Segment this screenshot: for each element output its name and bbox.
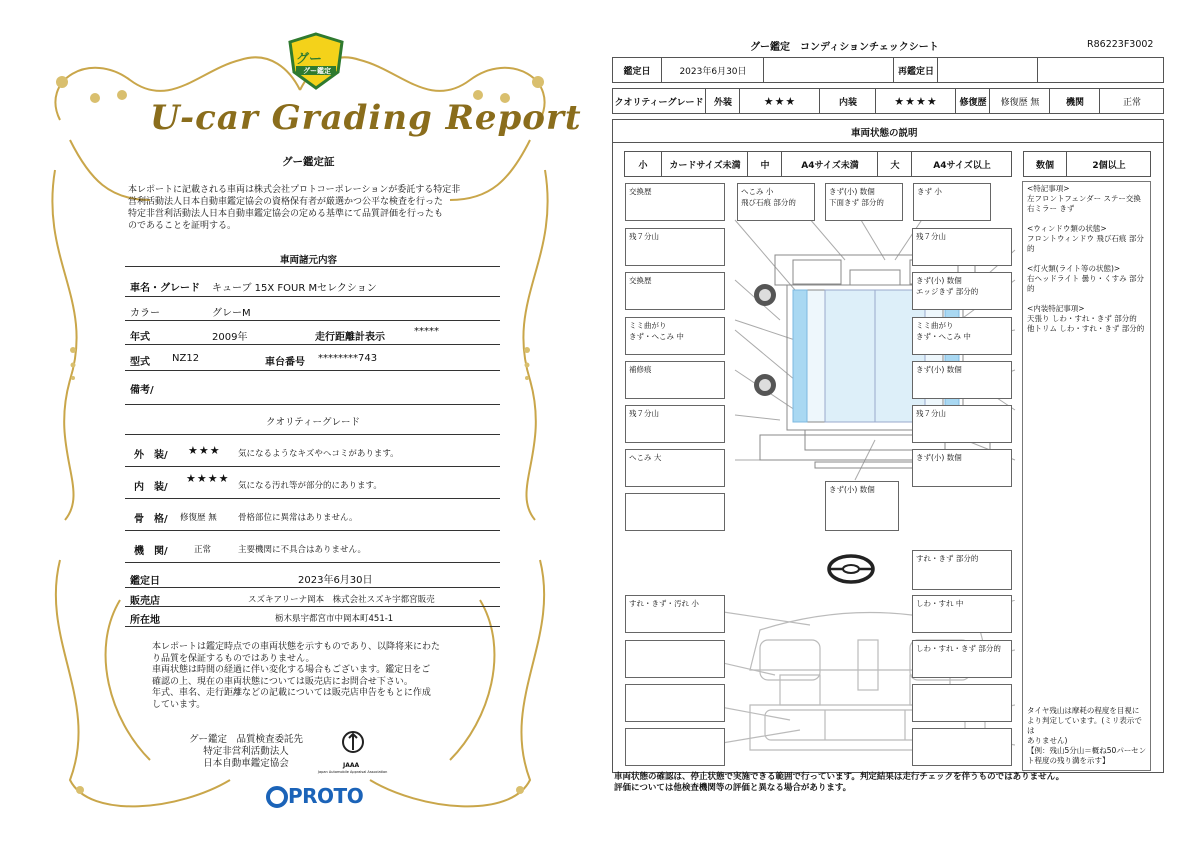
jaaa-emblem-icon — [340, 730, 366, 760]
note-text: しわ・すれ・きず 部分的 — [916, 644, 1001, 653]
note-steering: すれ・きず 部分的 — [912, 550, 1012, 590]
repair-label: 修復歴 — [955, 89, 990, 113]
divider — [125, 370, 500, 371]
divider — [125, 626, 500, 627]
special-item — [1027, 294, 1146, 304]
condition-check-sheet — [600, 0, 1200, 848]
tire-note-line: より判定しています。(ミリ表示では — [1027, 716, 1142, 735]
intro-text: 本レポートに記載される車両は株式会社プロトコーポレーションが委託する特定非 営利活動法人日本自動車鑑定協会の資格保有者が厳選かつ公平な検査を行った 特定非営利活動法人日本自動車鑑定協会の定める基準にて品質評価を行ったも のであることを証明する。 — [128, 185, 461, 231]
divider — [125, 498, 500, 499]
note-left-3 — [625, 272, 725, 310]
address-value: 栃木県宇都宮市中岡本町451-1 — [275, 614, 394, 624]
note-text: きず(小) 数個 — [829, 187, 875, 196]
note-text: きず・へこみ 中 — [629, 332, 684, 341]
address-label: 所在地 — [130, 615, 160, 626]
note-text: すれ・きず・汚れ 小 — [629, 599, 699, 608]
exterior-comment: 気になるようなキズやヘコミがあります。 — [238, 449, 399, 459]
note-right-6 — [912, 449, 1012, 487]
sheet-id: R86223F3002 — [1087, 39, 1154, 50]
engine-value: 正常 — [1099, 89, 1164, 113]
count-desc: 2個以上 — [1066, 152, 1151, 176]
special-item: 左フロントフェンダー ステー交換 — [1027, 194, 1141, 203]
date-label: 鑑定日 — [623, 66, 651, 77]
size-legend — [624, 151, 1012, 177]
special-item: <ウィンドウ類の状態> — [1027, 224, 1107, 233]
dealer-label: 販売店 — [130, 596, 160, 607]
frame-value: 修復歴 無 — [180, 513, 217, 523]
note-text: へこみ 大 — [629, 453, 662, 462]
type-value: NZ12 — [172, 353, 200, 364]
note-text: へこみ 小 — [741, 187, 774, 196]
note-text: きず(小) 数個 — [916, 276, 962, 285]
note-left-8 — [625, 493, 725, 531]
repair-value: 修復歴 無 — [989, 89, 1050, 113]
divider — [125, 587, 500, 588]
date-value: 2023年6月30日 — [661, 58, 764, 82]
divider — [125, 434, 500, 435]
frame-label: 骨 格/ — [134, 514, 168, 525]
interior-stars: ★★★★ — [875, 89, 956, 113]
note-text: 残７分山 — [916, 232, 946, 241]
condition-heading: 車両状態の説明 — [851, 128, 918, 139]
size-large-desc: A4サイズ以上 — [911, 152, 1012, 176]
exterior-stars: ★★★ — [739, 89, 820, 113]
interior-note-left-3 — [625, 684, 725, 722]
note-left-2 — [625, 228, 725, 266]
date-value: 2023年6月30日 — [298, 575, 373, 586]
disclaimer-text: 本レポートは鑑定時点での車両状態を示すものであり、以降将来にわた り品質を保証するものではありません。 車両状態は時間の経過に伴い変化する場合もございます。鑑定日をご 確認の上、現在の車両状態については販売店にお問合せ下さい。 年式、車名、走行距離などの記載については販売店申告をもとに作成 しています。 — [152, 642, 441, 710]
note-left-6 — [625, 405, 725, 443]
special-item: フロントウィンドウ 飛び石痕 部分的 — [1027, 234, 1144, 253]
proto-logo-text: PROTO — [288, 784, 364, 808]
note-left-5 — [625, 361, 725, 399]
special-item — [1027, 214, 1146, 224]
chassis-value: ********743 — [318, 353, 378, 364]
note-text: 残７分山 — [916, 409, 946, 418]
size-mid: 中 — [747, 152, 782, 176]
tire-note-line: 【例：残山5分山＝概ね50パーセン — [1027, 746, 1147, 755]
date-label: 鑑定日 — [130, 576, 160, 587]
note-text: 下面きず 部分的 — [829, 198, 884, 207]
sheet-title: グー鑑定 コンディションチェックシート — [750, 42, 939, 53]
year-label: 年式 — [130, 332, 150, 343]
note-rear: きず(小) 数個 — [825, 481, 899, 531]
interior-stars: ★★★★ — [186, 472, 230, 485]
engine-comment: 主要機関に不具合はありません。 — [238, 545, 367, 555]
divider — [125, 606, 500, 607]
note-right-3 — [912, 317, 1012, 355]
redate-label: 再鑑定日 — [893, 58, 938, 82]
special-notes-panel — [1022, 181, 1151, 771]
remarks-label: 備考/ — [130, 385, 154, 396]
report-title: U-car Grading Report — [150, 98, 582, 138]
footer-note: 車両状態の確認は、停止状態で実施できる範囲で行っています。判定結果は走行チェックを伴うものではありません。 評価については他検査機関等の評価と異なる場合があります。 — [614, 772, 1065, 793]
quality-label: クオリティーグレード — [614, 97, 704, 108]
engine-label: 機 関/ — [134, 546, 168, 557]
color-label: カラー — [130, 308, 160, 319]
blank-cell — [763, 58, 894, 82]
divider — [125, 296, 500, 297]
note-right-5 — [912, 405, 1012, 443]
special-item: <内装特記事項> — [1027, 304, 1085, 313]
special-item: 右ヘッドライト 曇り・くすみ 部分的 — [1027, 274, 1145, 293]
steering-wheel-icon — [827, 553, 875, 585]
exterior-label: 外 装/ — [134, 450, 168, 461]
size-mid-desc: A4サイズ未満 — [781, 152, 878, 176]
logo-text: グー鑑定 — [303, 67, 331, 75]
interior-note-left-2 — [625, 640, 725, 678]
chassis-label: 車台番号 — [265, 357, 305, 368]
date-row — [612, 57, 1164, 83]
divider — [125, 562, 500, 563]
year-value: 2009年 — [212, 332, 248, 343]
jaaa-subtext: Japan Automobile Appraisal Association — [318, 770, 388, 774]
interior-note-left-4 — [625, 728, 725, 766]
divider — [125, 320, 500, 321]
note-text: 補修痕 — [629, 365, 652, 374]
divider — [612, 142, 1164, 143]
divider — [125, 266, 500, 267]
engine-label: 機関 — [1049, 89, 1100, 113]
certificate-heading: グー鑑定証 — [282, 156, 335, 168]
note-top-2 — [825, 183, 903, 221]
note-text: きず(小) 数個 — [916, 453, 962, 462]
interior-note-right-4 — [912, 728, 1012, 766]
tire-note — [1027, 706, 1149, 766]
quality-heading: クオリティーグレード — [266, 417, 361, 428]
note-text: きず 小 — [917, 187, 942, 196]
interior-comment: 気になる汚れ等が部分的にあります。 — [238, 481, 382, 491]
model-label: 車名・グレード — [130, 283, 200, 294]
type-label: 型式 — [130, 357, 150, 368]
dealer-value: スズキアリーナ岡本 株式会社スズキ宇都宮販売 — [248, 595, 435, 605]
mileage-value: ***** — [414, 326, 439, 337]
frame-comment: 骨格部位に異常はありません。 — [238, 513, 358, 523]
note-text: ミミ曲がり — [916, 321, 954, 330]
count-legend — [1023, 151, 1151, 177]
size-large: 大 — [877, 152, 912, 176]
association-text: グー鑑定 品質検査委託先 特定非営利活動法人 日本自動車鑑定協会 — [188, 734, 303, 769]
size-small: 小 — [638, 160, 648, 171]
note-text: きず・へこみ 中 — [916, 332, 971, 341]
special-item — [1027, 254, 1146, 264]
specs-heading: 車両諸元内容 — [280, 255, 338, 266]
divider — [125, 466, 500, 467]
goo-logo-mark: グー — [296, 52, 323, 67]
color-value: グレーM — [212, 308, 251, 319]
mileage-label: 走行距離計表示 — [315, 332, 385, 343]
tire-note-line: タイヤ残山は摩耗の程度を目視に — [1027, 706, 1140, 715]
interior-note-right-3 — [912, 684, 1012, 722]
divider — [125, 404, 500, 405]
special-item: 右ミラー きず — [1027, 204, 1075, 213]
note-left-1 — [625, 183, 725, 221]
exterior-label: 外装 — [705, 89, 740, 113]
interior-label: 内装 — [819, 89, 876, 113]
special-item: 天張り しわ・すれ・きず 部分的 — [1027, 314, 1137, 323]
note-top-3 — [913, 183, 991, 221]
note-text: エッジきず 部分的 — [916, 287, 979, 296]
redate-value — [937, 58, 1038, 82]
special-item: <特記事項> — [1027, 184, 1070, 193]
exterior-stars: ★★★ — [188, 444, 221, 457]
tire-note-line: ト程度の残り溝を示す】 — [1027, 756, 1110, 765]
interior-note-left-1 — [625, 595, 725, 633]
note-text: 残７分山 — [629, 232, 659, 241]
note-text: ミミ曲がり — [629, 321, 667, 330]
note-text: 飛び石痕 部分的 — [741, 198, 796, 207]
blank-cell — [1037, 58, 1164, 82]
note-text: 交換歴 — [629, 276, 652, 285]
tire-note-line: ありません) — [1027, 736, 1068, 745]
note-right-1 — [912, 228, 1012, 266]
note-text: 交換歴 — [629, 187, 652, 196]
interior-note-right-2 — [912, 640, 1012, 678]
interior-note-right-1 — [912, 595, 1012, 633]
engine-value: 正常 — [194, 545, 212, 555]
note-top-1 — [737, 183, 815, 221]
special-item: <灯火類(ライト等の状態)> — [1027, 264, 1121, 273]
special-item: 他トリム しわ・すれ・きず 部分的 — [1027, 324, 1145, 333]
note-right-2 — [912, 272, 1012, 310]
note-left-7 — [625, 449, 725, 487]
divider — [125, 344, 500, 345]
count-label: 数個 — [1035, 160, 1054, 171]
proto-logo-icon — [266, 786, 288, 808]
model-value: キューブ 15X FOUR Mセレクション — [212, 283, 377, 294]
note-text: 残７分山 — [629, 409, 659, 418]
special-items-list — [1023, 182, 1150, 336]
interior-label: 内 装/ — [134, 482, 168, 493]
note-right-4 — [912, 361, 1012, 399]
jaaa-text: JAAA — [343, 762, 360, 769]
quality-row — [612, 88, 1164, 114]
note-text: きず(小) 数個 — [916, 365, 962, 374]
note-text: しわ・すれ 中 — [916, 599, 964, 608]
note-left-4 — [625, 317, 725, 355]
divider — [125, 530, 500, 531]
size-small-desc: カードサイズ未満 — [661, 152, 748, 176]
